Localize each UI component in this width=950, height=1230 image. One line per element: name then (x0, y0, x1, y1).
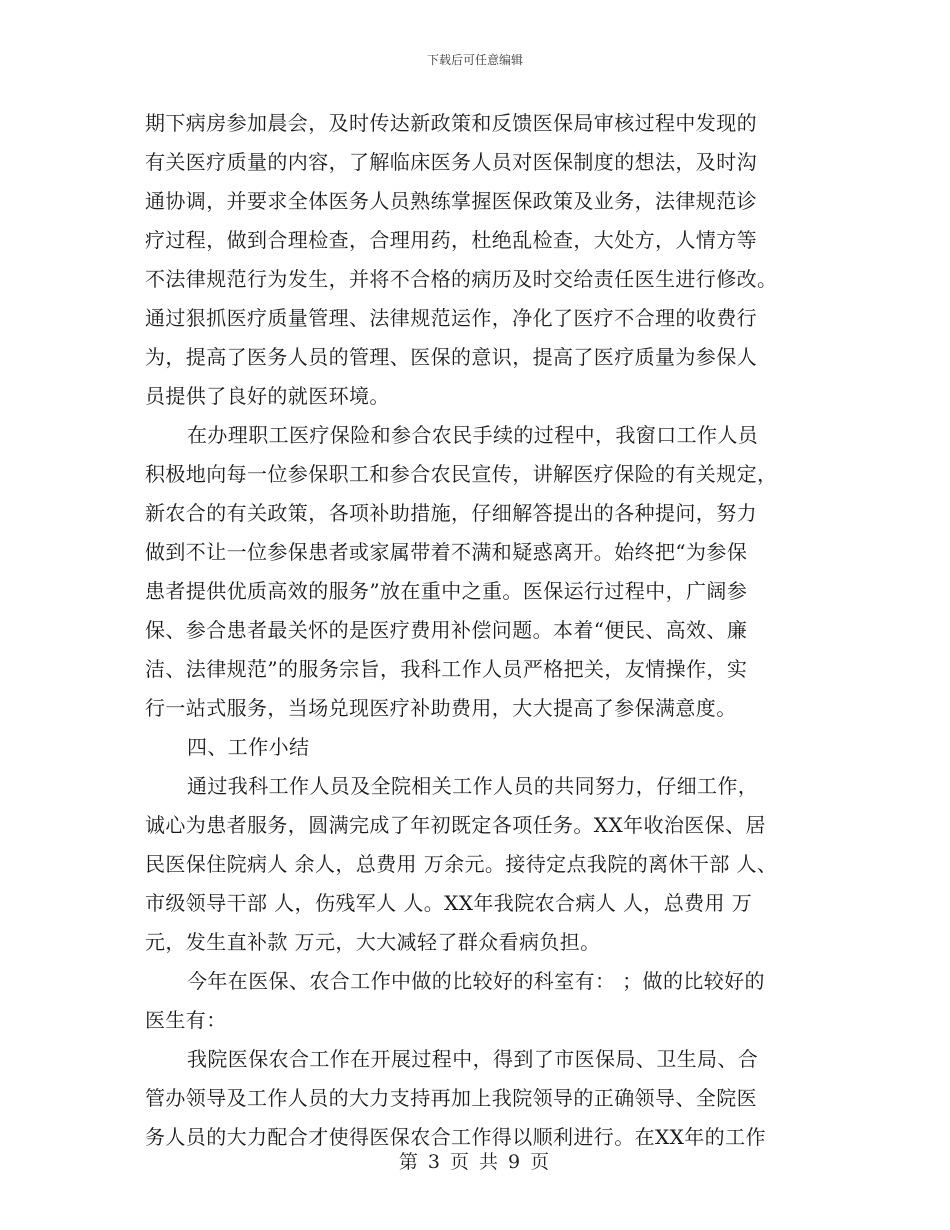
paragraph-start-line: 我院医保农合工作在开展过程中，得到了市医保局、卫生局、合 (187, 1047, 759, 1071)
paragraph-start-line: 今年在医保、农合工作中做的比较好的科室有： ；做的比较好的 (187, 969, 765, 993)
text-line: 行一站式服务，当场兑现医疗补助费用，大大提高了参保满意度。 (145, 696, 737, 720)
text-line: 员提供了良好的就医环境。 (145, 384, 390, 408)
text-line: 民医保住院病人 余人，总费用 万余元。接待定点我院的离休干部 人、 (145, 852, 778, 876)
text-line: 新农合的有关政策，各项补助措施，仔细解答提出的各种提问，努力 (145, 501, 757, 525)
text-line: 元，发生直补款 万元，大大减轻了群众看病负担。 (145, 930, 601, 954)
text-line: 做到不让一位参保患者或家属带着不满和疑惑离开。始终把“为参保 (145, 540, 748, 564)
text-line: 市级领导干部 人，伤残军人 人。XX年我院农合病人 人，总费用 万 (145, 891, 753, 915)
text-line: 通过狠抓医疗质量管理、法律规范运作，净化了医疗不合理的收费行 (145, 306, 757, 330)
text-line: 期下病房参加晨会，及时传达新政策和反馈医保局审核过程中发现的 (145, 111, 757, 135)
text-line: 务人员的大力配合才使得医保农合工作得以顺利进行。在XX年的工作 (145, 1125, 766, 1149)
text-line: 不法律规范行为发生，并将不合格的病历及时交给责任医生进行修改。 (145, 267, 778, 291)
page-header-note: 下载后可任意编辑 (426, 53, 523, 67)
text-line: 为，提高了医务人员的管理、医保的意识，提高了医疗质量为参保人 (145, 345, 757, 369)
text-line: 洁、法律规范”的服务宗旨，我科工作人员严格把关，友情操作，实 (145, 657, 748, 681)
text-line: 保、参合患者最关怀的是医疗费用补偿问题。本着“便民、高效、廉 (145, 618, 748, 642)
text-line: 医生有： (145, 1008, 227, 1032)
text-line: 诚心为患者服务，圆满完成了年初既定各项任务。XX年收治医保、居 (145, 813, 766, 837)
text-line: 疗过程，做到合理检查，合理用药，杜绝乱检查，大处方，人情方等 (145, 228, 757, 252)
page-number: 第 3 页 共 9 页 (398, 1151, 552, 1173)
text-line: 有关医疗质量的内容，了解临床医务人员对医保制度的想法，及时沟 (145, 150, 757, 174)
text-line: 患者提供优质高效的服务”放在重中之重。医保运行过程中，广阔参 (145, 579, 748, 603)
paragraph-start-line: 在办理职工医疗保险和参合农民手续的过程中，我窗口工作人员 (187, 423, 759, 447)
text-line: 通协调，并要求全体医务人员熟练掌握医保政策及业务，法律规范诊 (145, 189, 757, 213)
document-body (145, 104, 810, 1157)
text-line: 管办领导及工作人员的大力支持再加上我院领导的正确领导、全院医 (145, 1086, 757, 1110)
section-heading: 四、工作小结 (187, 735, 310, 759)
text-line: 积极地向每一位参保职工和参合农民宣传，讲解医疗保险的有关规定， (145, 462, 778, 486)
paragraph-start-line: 通过我科工作人员及全院相关工作人员的共同努力，仔细工作， (187, 774, 759, 798)
